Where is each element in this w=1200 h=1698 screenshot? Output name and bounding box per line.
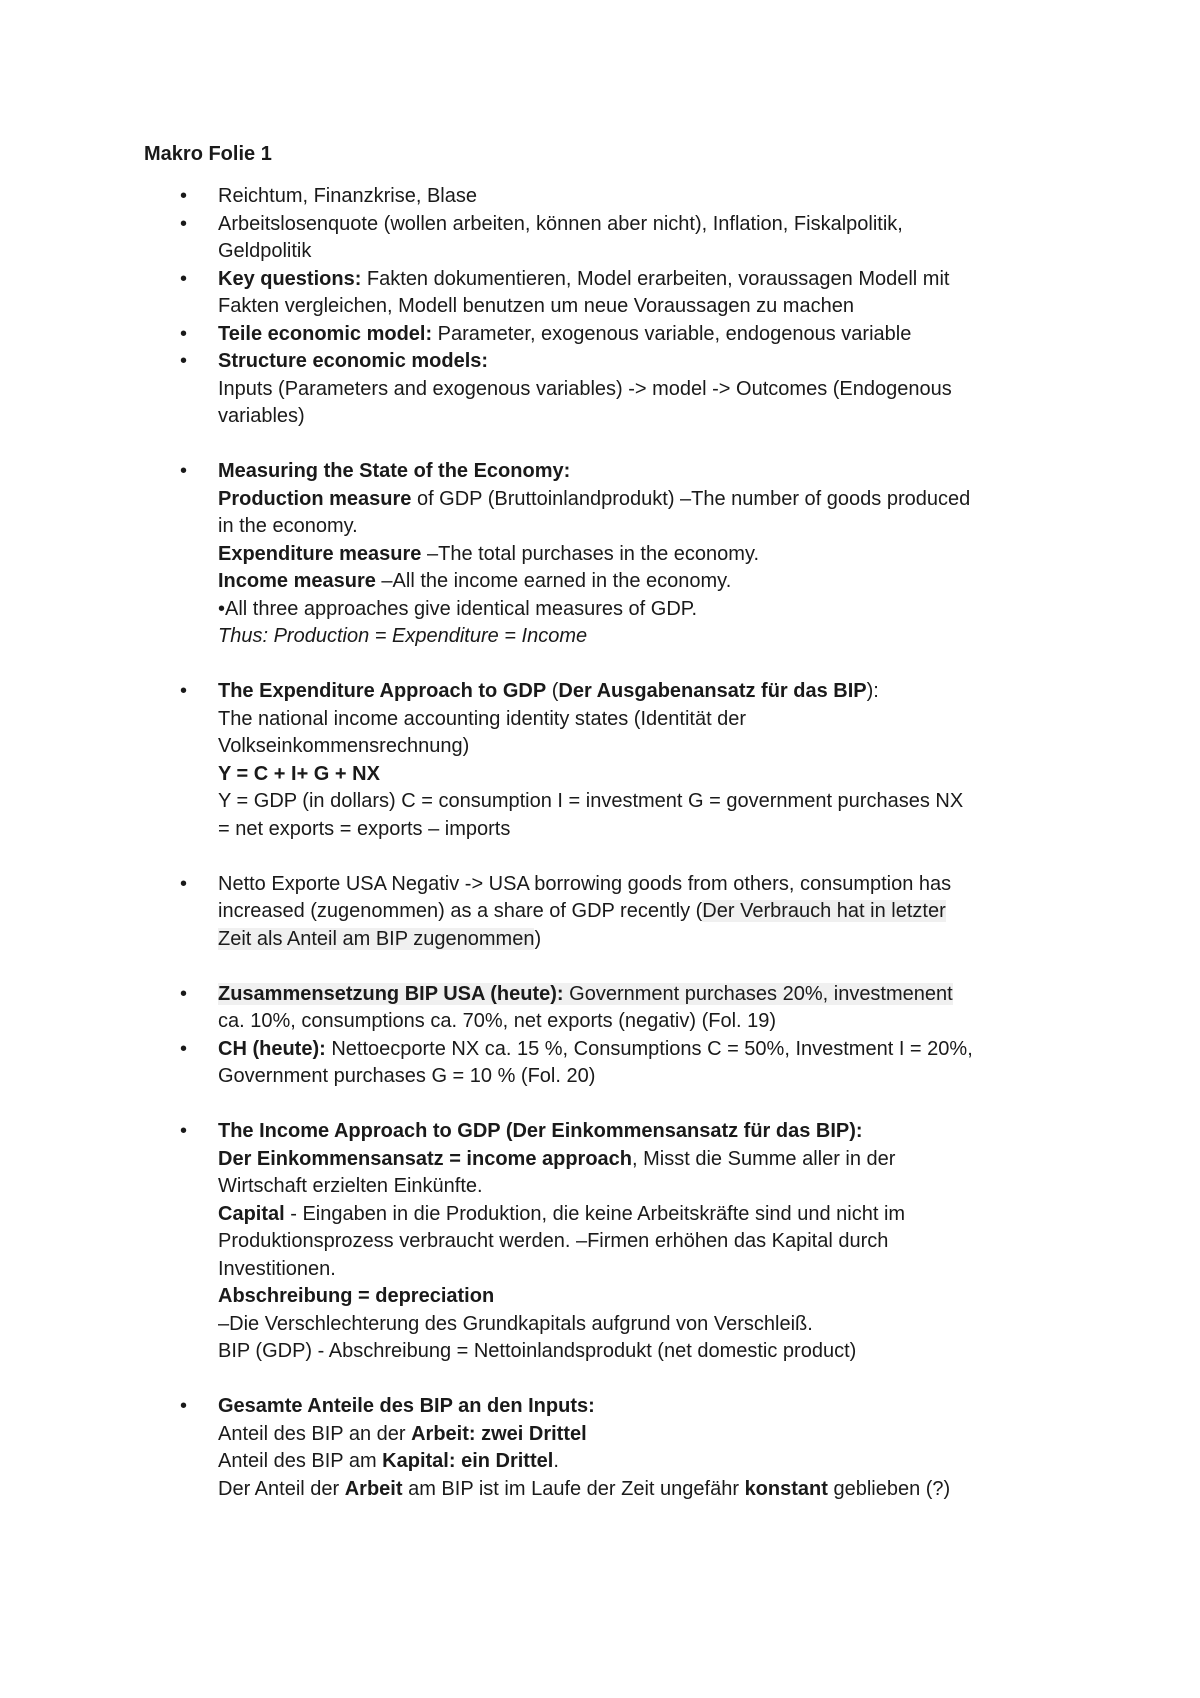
text-run: ( (546, 680, 559, 702)
bullet-line (218, 678, 1070, 706)
bullet-line (218, 321, 1070, 349)
text-run: Thus: Production = Expenditure = Income (218, 625, 588, 647)
bullet-line (218, 348, 1070, 376)
text-run: Income measure (218, 570, 376, 592)
text-run: Expenditure measure (218, 542, 422, 565)
bullet-line (218, 596, 1070, 624)
text-run: Volkseinkommensrechnung) (218, 735, 470, 757)
text-run: Geldpolitik (218, 240, 312, 262)
text-run: ) (534, 927, 542, 950)
text-run: Nettoecporte NX ca. 15 %, Consumptions C = 50%, Investment I = 20%, (325, 1037, 973, 1060)
bullet-line (218, 1036, 1070, 1064)
bullet-line (218, 293, 1070, 321)
text-run: Anteil des BIP am (218, 1450, 383, 1472)
bullet-item (0, 678, 1200, 843)
text-run: Kapital: ein Drittel (382, 1450, 554, 1472)
text-run: Der Anteil der (218, 1477, 345, 1500)
text-run: Arbeitslosenquote (wollen arbeiten, können aber nicht), Inflation, Fiskalpolitik, (218, 212, 903, 235)
text-run: increased (zugenommen) as a share of GDP recently ( (218, 900, 703, 922)
bullet-line (218, 1283, 1070, 1311)
text-run: Production measure (218, 487, 412, 510)
bullet-line (218, 376, 1070, 404)
text-run: Produktionsprozess verbraucht werden. –Firmen erhöhen das Kapital durch (218, 1230, 889, 1252)
text-run: Arbeit (344, 1477, 403, 1500)
text-run: variables) (218, 405, 305, 427)
text-run: Structure economic models: (218, 350, 489, 372)
bullet-line (218, 1338, 1070, 1366)
bullet-line (218, 266, 1070, 294)
bullet-item (0, 1118, 1200, 1366)
bullet-line (218, 458, 1070, 486)
text-run: Netto Exporte USA Negativ -> USA borrowing goods from others, consumption has (218, 872, 952, 895)
text-run: Gesamte Anteile des BIP an den Inputs: (218, 1395, 595, 1417)
text-run: Measuring the State of the Economy: (218, 460, 571, 482)
text-run: –The total purchases in the economy. (421, 542, 760, 565)
bullet-line (218, 1476, 1070, 1504)
text-run: Y = C + I+ G + NX (218, 762, 380, 785)
text-run: Government purchases G = 10 % (Fol. 20) (218, 1065, 596, 1087)
text-run: Wirtschaft erzielten Einkünfte. (218, 1175, 483, 1197)
bullet-line (218, 183, 1070, 211)
bullet-line (218, 788, 1070, 816)
bullet-line (218, 1393, 1070, 1421)
bullet-line (218, 761, 1070, 789)
text-run: , Misst die Summe aller in der (632, 1147, 896, 1170)
text-run: Der Ausgabenansatz für das BIP (558, 680, 867, 702)
bullet-line (218, 211, 1070, 239)
text-run: Anteil des BIP an der (218, 1422, 412, 1445)
text-run: Investitionen. (218, 1257, 336, 1280)
text-run: Capital (218, 1202, 285, 1225)
text-run: The Expenditure Approach to GDP (218, 680, 547, 702)
bullet-line (218, 1311, 1070, 1339)
text-run: Abschreibung = depreciation (218, 1285, 495, 1307)
bullet-line (218, 1256, 1070, 1284)
text-run: The national income accounting identity states (Identität der (218, 707, 747, 730)
bullet-line (218, 513, 1070, 541)
text-run: Zusammensetzung BIP USA (heute): (218, 982, 564, 1005)
text-run: Zeit als Anteil am BIP zugenommen (218, 927, 535, 950)
bullet-line (218, 1448, 1070, 1476)
text-run: Fakten vergleichen, Modell benutzen um neue Voraussagen zu machen (218, 295, 854, 317)
bullet-item (0, 981, 1200, 1036)
bullet-item (0, 211, 1200, 266)
bullet-line (218, 816, 1070, 844)
bullet-line (218, 1201, 1070, 1229)
text-run: ): (866, 680, 879, 702)
bullet-item (0, 1393, 1200, 1503)
bullet-item (0, 183, 1200, 211)
text-run: Reichtum, Finanzkrise, Blase (218, 185, 477, 207)
bullet-line (218, 871, 1070, 899)
text-run: Government purchases 20%, investmenent (563, 982, 953, 1005)
text-run: CH (heute): (218, 1037, 326, 1060)
bullet-line (218, 568, 1070, 596)
text-run: geblieben (?) (827, 1477, 951, 1500)
bullet-line (218, 1008, 1070, 1036)
bullet-line (218, 926, 1070, 954)
bullet-item (0, 321, 1200, 349)
bullet-line (218, 1118, 1070, 1146)
bullet-line (218, 541, 1070, 569)
bullet-line (218, 898, 1070, 926)
document-title: Makro Folie 1 (144, 143, 272, 165)
bullet-item (0, 348, 1200, 431)
notes-list (0, 183, 1200, 1503)
text-run: The Income Approach to GDP (Der Einkommensansatz für das BIP): (218, 1120, 863, 1142)
text-run: am BIP ist im Laufe der Zeit ungefähr (402, 1477, 745, 1500)
text-run: Arbeit: zwei Drittel (411, 1422, 587, 1445)
bullet-item (0, 266, 1200, 321)
bullet-line (218, 486, 1070, 514)
bullet-line (218, 1421, 1070, 1449)
text-run: Key questions: (218, 267, 362, 290)
text-run: - Eingaben in die Produktion, die keine Arbeitskräfte sind und nicht im (284, 1202, 906, 1225)
text-run: •All three approaches give identical measures of GDP. (218, 597, 698, 620)
text-run: Fakten dokumentieren, Model erarbeiten, voraussagen Modell mit (361, 267, 950, 290)
text-run: Der Verbrauch hat in letzter (702, 900, 946, 922)
text-run: –All the income earned in the economy. (375, 570, 732, 592)
bullet-item (0, 1036, 1200, 1091)
text-run: Teile economic model: (218, 322, 433, 345)
text-run: Parameter, exogenous variable, endogenous variable (432, 322, 912, 345)
text-run: ca. 10%, consumptions ca. 70%, net exports (negativ) (Fol. 19) (218, 1010, 777, 1032)
text-run: in the economy. (218, 515, 358, 537)
text-run: BIP (GDP) - Abschreibung = Nettoinlandsprodukt (net domestic product) (218, 1340, 857, 1362)
bullet-line (218, 1146, 1070, 1174)
bullet-line (218, 1063, 1070, 1091)
text-run: . (553, 1450, 559, 1472)
bullet-line (218, 1173, 1070, 1201)
text-run: Y = GDP (in dollars) C = consumption I = investment G = government purchases NX (218, 790, 964, 812)
text-run: of GDP (Bruttoinlandprodukt) –The number of goods produced (411, 487, 971, 510)
text-run: = net exports = exports – imports (218, 817, 511, 840)
text-run: Der Einkommensansatz = income approach (218, 1147, 633, 1170)
bullet-item (0, 871, 1200, 954)
bullet-line (218, 238, 1070, 266)
text-run: konstant (744, 1477, 828, 1500)
bullet-line (218, 981, 1070, 1009)
bullet-line (218, 623, 1070, 651)
bullet-line (218, 733, 1070, 761)
bullet-line (218, 1228, 1070, 1256)
text-run: –Die Verschlechterung des Grundkapitals aufgrund von Verschleiß. (218, 1312, 813, 1335)
bullet-line (218, 706, 1070, 734)
text-run: Inputs (Parameters and exogenous variables) -> model -> Outcomes (Endogenous (218, 377, 952, 400)
bullet-item (0, 458, 1200, 651)
bullet-line (218, 403, 1070, 431)
